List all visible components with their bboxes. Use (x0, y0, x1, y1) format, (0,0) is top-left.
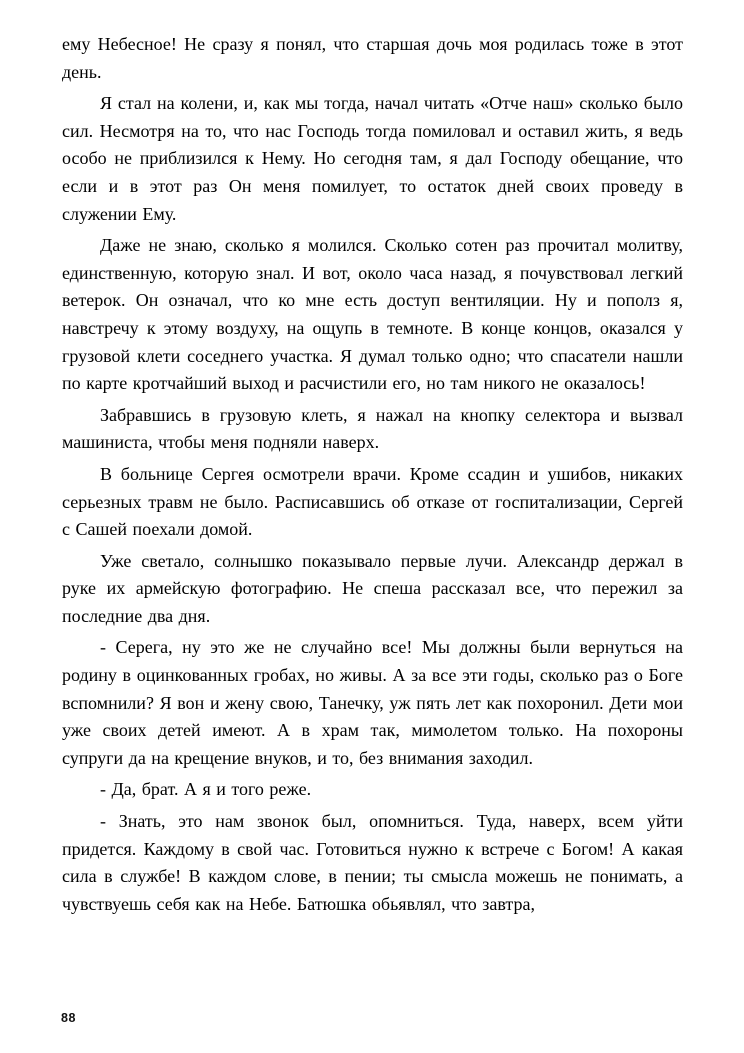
page-number: 88 (61, 1011, 76, 1025)
paragraph: Я стал на колени, и, как мы тогда, начал читать «Отче наш» сколько было сил. Несмотря на то, что нас Господь тогда помиловал и оставил жить, я ведь особо не приблизился к Нему. Но сегодня там, я дал Господу обещание, что если и в этот раз Он меня помилует, то остаток дней своих проведу в служении Ему. (62, 93, 683, 224)
paragraph: Уже светало, солнышко показывало первые лучи. Александр держал в руке их армейскую фотографию. Не спеша рассказал все, что пережил за последние два дня. (62, 550, 683, 626)
paragraph: ему Небесное! Не сразу я понял, что старшая дочь моя родилась тоже в этот день. (62, 34, 683, 82)
paragraph: Забравшись в грузовую клеть, я нажал на кнопку селектора и вызвал машиниста, чтобы меня подняли наверх. (62, 404, 683, 453)
paragraph: Даже не знаю, сколько я молился. Сколько сотен раз прочитал молитву, единственную, которую знал. И вот, около часа назад, я почувствовал легкий ветерок. Он означал, что ко мне есть доступ вентиляции. Ну и пополз я, навстречу к этому воздуху, на ощупь в темноте. В конце концов, оказался у грузовой клети соседнего участка. Я думал только одно; что спасатели нашли по карте кротчайший выход и расчистили его, но там никого не оказалось! (62, 235, 683, 394)
page-text-content (62, 31, 683, 922)
paragraph: - Серега, ну это же не случайно все! Мы должны были вернуться на родину в оцинкованных гробах, но живы. А за все эти годы, сколько раз о Боге вспомнили? Я вон и жену свою, Танечку, уж пять лет как похоронил. Дети мои уже своих детей имеют. А в храм так, мимолетом только. На похороны супруги да на крещение внуков, и то, без внимания заходил. (62, 637, 683, 768)
paragraph: - Да, брат. А я и того реже. (100, 779, 312, 800)
paragraph: - Знать, это нам звонок был, опомниться. Туда, наверх, всем уйти придется. Каждому в свой час. Готовиться нужно к встрече с Богом! А какая сила в службе! В каждом слове, в пении; ты смысла можешь не понимать, а чувствуешь себя как на Небе. Батюшка обьявлял, что завтра, (62, 811, 683, 914)
paragraph: В больнице Сергея осмотрели врачи. Кроме ссадин и ушибов, никаких серьезных травм не было. Расписавшись об отказе от госпитализации, Сергей с Сашей поехали домой. (62, 463, 683, 540)
